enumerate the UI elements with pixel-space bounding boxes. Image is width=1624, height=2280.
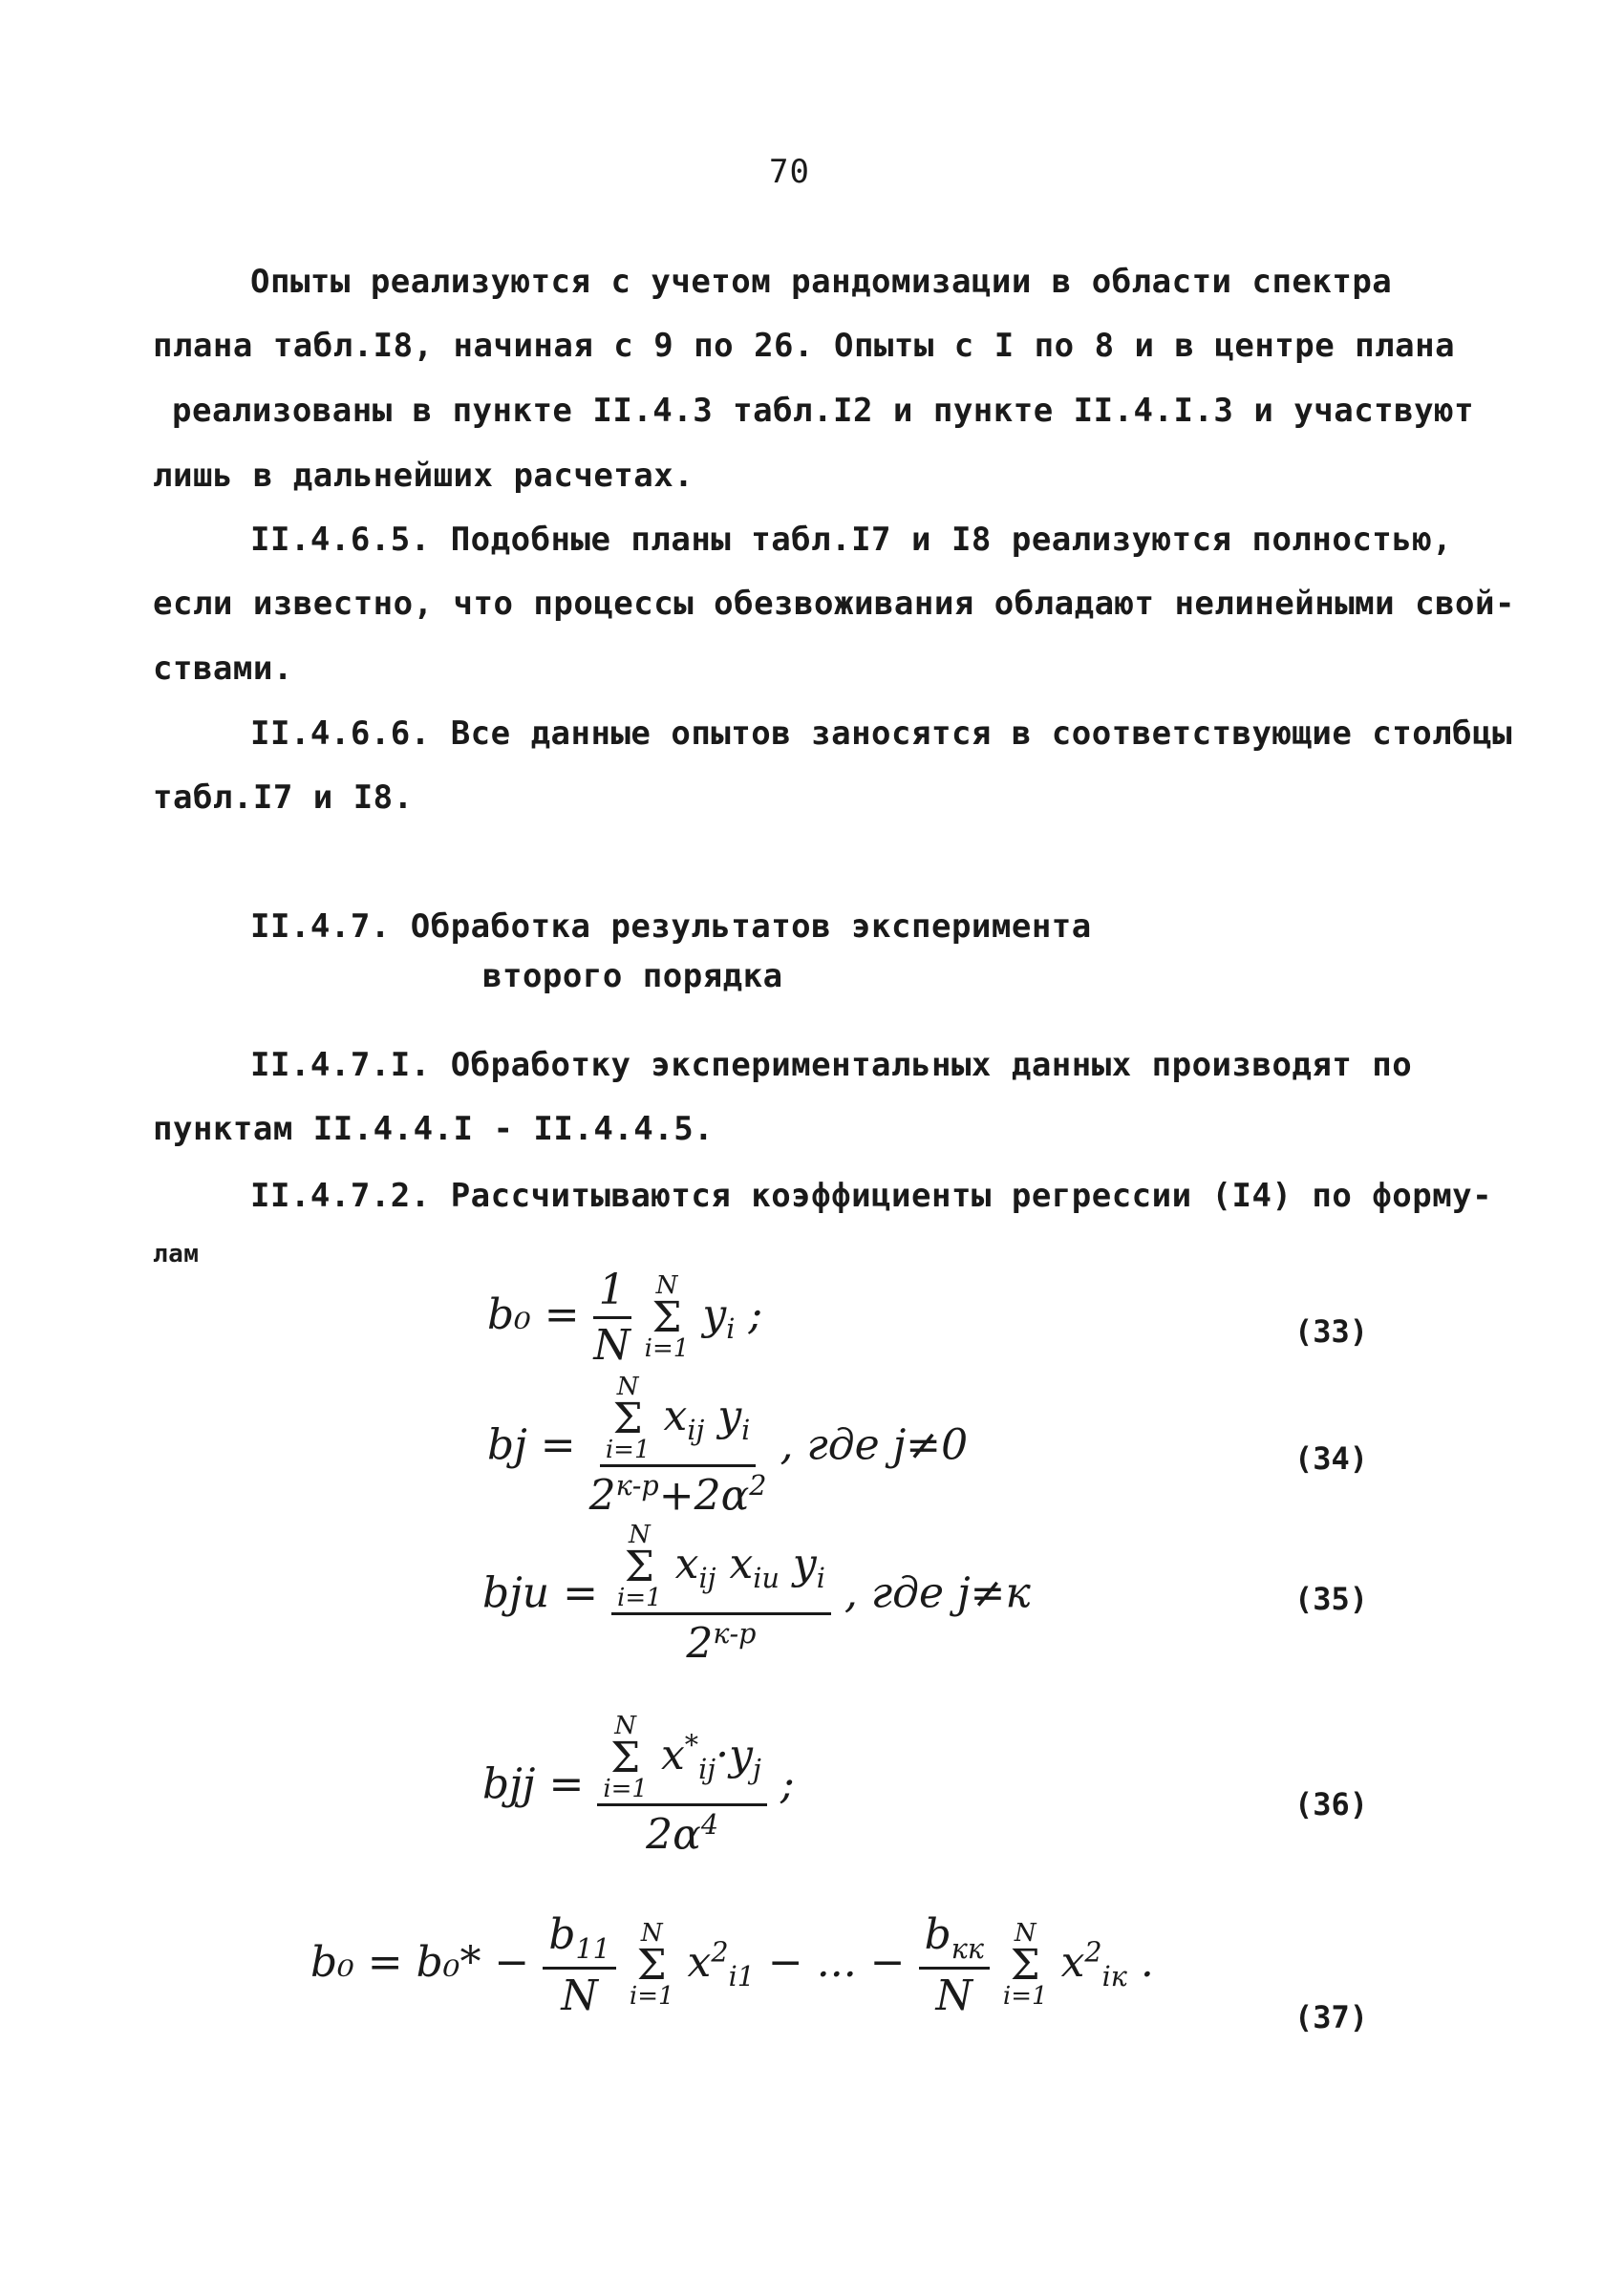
eq37-lhs: b₀ = b₀* − — [310, 1937, 530, 1987]
eq35-condition: , где j≠к — [844, 1568, 1031, 1618]
eq37-sum-2: N Σ i=1 — [1002, 1918, 1048, 2012]
paragraph-line: лам — [153, 1240, 200, 1268]
equation-number: (34) — [1294, 1440, 1369, 1477]
paragraph-line: II.4.7.I. Обработку экспериментальных данных производят по — [250, 1046, 1413, 1084]
equation-number: (35) — [1294, 1581, 1369, 1617]
eq35-numerator: N Σ i=1 $x_{ij}$ $x_{iu}$ $y_i$ — [611, 1524, 831, 1615]
eq36-numerator: N Σ i=1 $x^*_{ij}\cdot y_j$ — [597, 1715, 767, 1806]
equation-36 — [482, 1712, 795, 1860]
eq35-lhs: bju = — [482, 1568, 598, 1618]
eq33-denominator: N — [593, 1321, 630, 1370]
page-number: 70 — [769, 153, 810, 191]
eq37-sum-1: N Σ i=1 — [629, 1918, 674, 2012]
equation-33 — [487, 1266, 762, 1370]
eq33-numerator: 1 — [593, 1266, 631, 1319]
eq37-tail: . — [1140, 1937, 1154, 1987]
eq34-fraction — [589, 1375, 767, 1521]
eq37-dots: − ... − — [767, 1937, 906, 1987]
paragraph-line: II.4.7.2. Рассчитываются коэффициенты регрессии (I4) по форму- — [250, 1177, 1493, 1215]
eq37-fraction-1: $\frac{b_{11}}{N}$ — [543, 1910, 616, 2020]
equation-37: b₀ = b₀* − $\frac{b_{11}}{N}$ N Σ i=1 $x^2_{i1}$ − ... − $\frac{b_{кк}}{N}$ N Σ i=1 $x^2_{iк}$ . — [310, 1910, 1154, 2020]
equation-number: (36) — [1294, 1786, 1369, 1822]
paragraph-line: лишь в дальнейших расчетах. — [153, 457, 694, 495]
eq33-sum: N Σ i=1 — [644, 1270, 690, 1364]
eq34-denominator: $2^{к-р}+2\alpha^2$ — [588, 1469, 767, 1521]
eq33-fraction — [593, 1266, 631, 1370]
paragraph-line: II.4.6.5. Подобные планы табл.I7 и I8 реализуются полностью, — [250, 521, 1453, 559]
equation-35 — [482, 1521, 1031, 1669]
eq33-tail: ; — [748, 1290, 763, 1339]
eq34-numerator: N Σ i=1 $x_{ij}$ $y_i$ — [600, 1375, 756, 1467]
paragraph-line: реализованы в пункте II.4.3 табл.I2 и пункте II.4.I.3 и участвуют — [172, 392, 1475, 430]
section-heading: второго порядка — [482, 957, 783, 995]
eq36-fraction — [597, 1712, 767, 1860]
eq34-lhs: bj = — [487, 1420, 576, 1470]
paragraph-line: Опыты реализуются с учетом рандомизации в области спектра — [250, 263, 1393, 301]
eq34-condition: , где j≠0 — [780, 1420, 969, 1470]
eq33-term: $y_i$ — [702, 1290, 736, 1345]
equation-number: (33) — [1294, 1313, 1369, 1350]
eq37-fraction-2: $\frac{b_{кк}}{N}$ — [919, 1910, 990, 2020]
paragraph-line: плана табл.I8, начиная с 9 по 26. Опыты с I по 8 и в центре плана — [153, 327, 1456, 365]
eq35-fraction — [611, 1521, 831, 1669]
paragraph-line: ствами. — [153, 650, 293, 688]
paragraph-line: табл.I7 и I8. — [153, 778, 414, 817]
eq35-denominator: $2^{к-р}$ — [686, 1617, 757, 1669]
eq33-lhs: b₀ = — [487, 1290, 580, 1339]
equation-number: (37) — [1294, 1999, 1369, 2035]
section-heading: II.4.7. Обработка результатов эксперимента — [250, 907, 1092, 946]
eq36-tail: ; — [780, 1759, 795, 1809]
equation-34 — [487, 1375, 968, 1521]
eq36-lhs: bjj = — [482, 1759, 585, 1809]
eq36-denominator: $2\alpha^4$ — [646, 1808, 719, 1860]
paragraph-line: II.4.6.6. Все данные опытов заносятся в соответствующие столбцы — [250, 714, 1513, 753]
paragraph-line: если известно, что процессы обезвоживания обладают нелинейными свой- — [153, 585, 1515, 623]
paragraph-line: пунктам II.4.4.I - II.4.4.5. — [153, 1110, 715, 1148]
